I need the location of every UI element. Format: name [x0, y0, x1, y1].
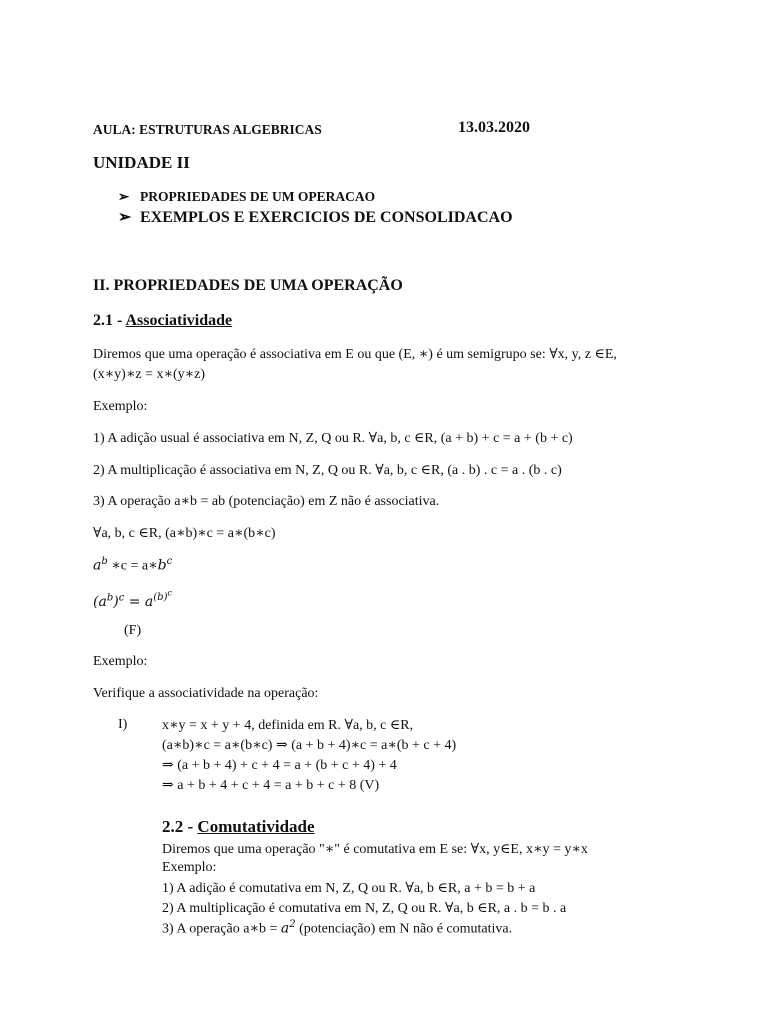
example-label: Exemplo:	[162, 860, 217, 875]
subsection-title: Comutatividade	[197, 817, 315, 836]
example-item: 2) A multiplicação é comutativa em N, Z, Q ou R. ∀a, b ∈R, a . b = b . a	[162, 901, 567, 916]
false-mark: (F)	[124, 623, 142, 638]
subsection-number: 2.2 -	[162, 817, 198, 836]
definition-line: Diremos que uma operação "∗" é comutativa em E se: ∀x, y∈E, x∗y = y∗x	[162, 842, 588, 857]
definition-formula: (x∗y)∗z = x∗(y∗z)	[93, 367, 206, 382]
exercise-prompt: Verifique a associatividade na operação:	[93, 686, 319, 701]
example-item: 3) A operação a∗b = $a^2$ (potenciação) em N não é comutativa.	[162, 919, 513, 937]
example-item: 2) A multiplicação é associativa em N, Z, Q ou R. ∀a, b, c ∈R, (a . b) . c = a . (b . c)	[93, 463, 562, 478]
exercise-item-label: I)	[118, 717, 128, 732]
formula-line: ∀a, b, c ∈R, (a∗b)∗c = a∗(b∗c)	[93, 526, 276, 541]
subsection-heading	[162, 817, 315, 837]
exercise-line: ⇒ (a + b + 4) + c + 4 = a + (b + c + 4) + 4	[162, 758, 397, 773]
course-title: AULA: ESTRUTURAS ALGEBRICAS	[93, 122, 322, 137]
topic-text: PROPRIEDADES DE UM OPERACAO	[140, 189, 376, 204]
example-label: Exemplo:	[93, 654, 148, 669]
example-item: 1) A adição usual é associativa em N, Z, Q ou R. ∀a, b, c ∈R, (a + b) + c = a + (b + c)	[93, 431, 573, 446]
topic-item	[118, 207, 513, 227]
arrow-bullet-icon: ➢	[118, 189, 130, 204]
topic-item	[118, 189, 375, 205]
subsection-title: Associatividade	[125, 312, 233, 329]
exercise-line: ⇒ a + b + 4 + c + 4 = a + b + c + 8 (V)	[162, 778, 380, 793]
example-label: Exemplo:	[93, 399, 148, 414]
definition-line: Diremos que uma operação é associativa em E ou que (E, ∗) é um semigrupo se: ∀x, y, z ∈E,	[93, 347, 617, 362]
section-title: II. PROPRIEDADES DE UMA OPERAÇÃO	[93, 277, 403, 294]
unit-title: UNIDADE II	[93, 153, 190, 172]
arrow-bullet-icon: ➢	[118, 209, 132, 226]
example-item: 3) A operação a∗b = ab (potenciação) em Z não é associativa.	[93, 494, 440, 509]
exercise-line: (a∗b)∗c = a∗(b∗c) ⇒ (a + b + 4)∗c = a∗(b + c + 4)	[162, 738, 457, 753]
topic-text: EXEMPLOS E EXERCICIOS DE CONSOLIDACAO	[140, 209, 513, 226]
subsection-heading	[93, 312, 232, 330]
example-item: 1) A adição é comutativa em N, Z, Q ou R. ∀a, b ∈R, a + b = b + a	[162, 881, 536, 896]
power-formula-2: $(a^b)^c = a^{(b)^c}$	[93, 589, 172, 610]
subsection-number: 2.1 -	[93, 312, 126, 329]
exercise-line: x∗y = x + y + 4, definida em R. ∀a, b, c ∈R,	[162, 718, 414, 733]
lesson-date: 13.03.2020	[458, 119, 530, 136]
power-formula-1: $a^b$ ∗c = $a∗b^c$	[93, 556, 173, 574]
